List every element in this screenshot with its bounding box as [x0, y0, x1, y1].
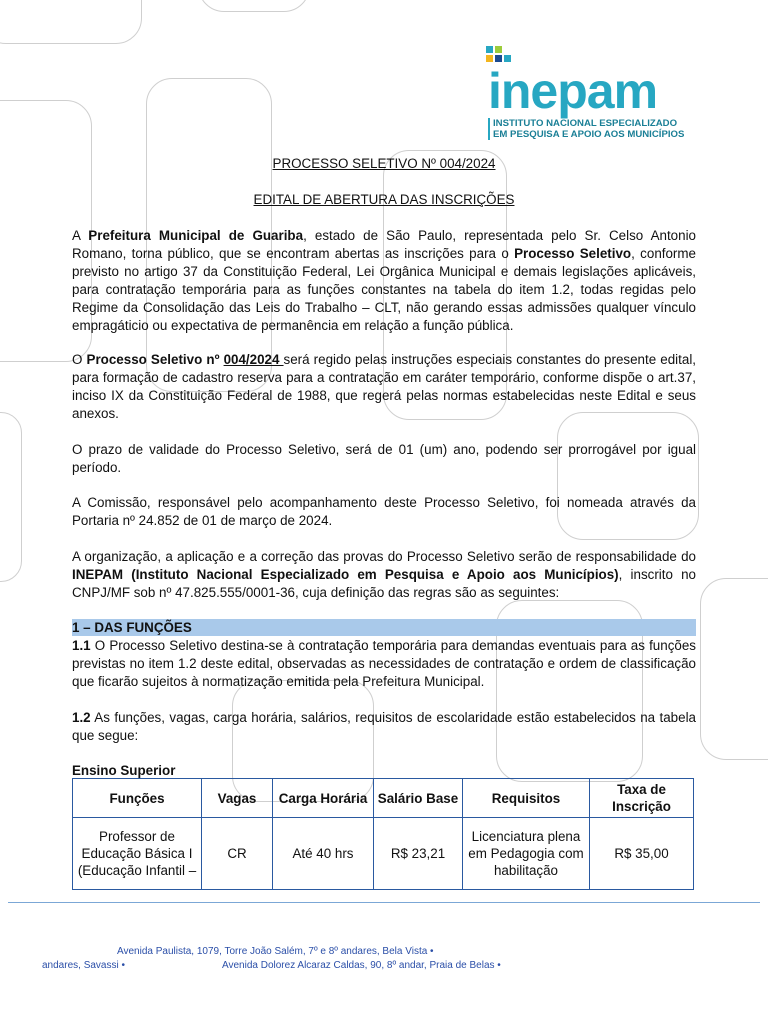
logo-subtitle-line1: INSTITUTO NACIONAL ESPECIALIZADO [493, 118, 678, 129]
cell-taxa: R$ 35,00 [590, 818, 694, 890]
header-salario-base: Salário Base [374, 779, 463, 818]
table-caption: Ensino Superior [72, 763, 176, 778]
header-funcoes: Funções [73, 779, 202, 818]
paragraph-regiment: O Processo Seletivo nº 004/2024 será regido pelas instruções especiais constantes do presente edital, para formação de cadastro reserva para a contratação em caráter temporário, conforme dispõe o art.37, inciso IX da Constituição Federal de 1988, que regerá pelas normas estabelecidas neste Edital e seus anexos. [72, 352, 697, 421]
decorative-frame [198, 0, 310, 12]
table-header-row [73, 779, 694, 818]
cell-funcao: Professor de Educação Básica I (Educação Infantil – [73, 818, 202, 890]
footer-address-1: Avenida Paulista, 1079, Torre João Salém, 7º e 8º andares, Bela Vista • [117, 946, 434, 957]
cell-requisitos: Licenciatura plena em Pedagogia com habilitação [463, 818, 590, 890]
decorative-frame [700, 578, 768, 760]
header-taxa-inscricao: Taxa de Inscrição [590, 779, 694, 818]
footer-address-3: Avenida Dolorez Alcaraz Caldas, 90, 8º andar, Praia de Belas • [222, 960, 501, 971]
inepam-logo [484, 44, 684, 144]
header-vagas: Vagas [202, 779, 273, 818]
cell-carga: Até 40 hrs [273, 818, 374, 890]
document-title: PROCESSO SELETIVO Nº 004/2024 [272, 156, 496, 171]
paragraph-validity: O prazo de validade do Processo Seletivo, será de 01 (um) ano, podendo ser prorrogável por igual período. [72, 442, 696, 475]
footer-address-2: andares, Savassi • [42, 960, 125, 971]
paragraph-1-1: 1.1 O Processo Seletivo destina-se à contratação temporária para demandas eventuais para as funções previstas no item 1.2 deste edital, observadas as necessidades de contratação e ordem de classificação que ficarão sujeitos à normatização emitida pela Prefeitura Municipal. [72, 638, 696, 689]
paragraph-commission: A Comissão, responsável pelo acompanhamento deste Processo Seletivo, foi nomeada através da Portaria nº 24.852 de 01 de março de 2024. [72, 495, 696, 528]
logo-wordmark: inepam [488, 63, 658, 119]
paragraph-intro: A Prefeitura Municipal de Guariba, estado de São Paulo, representada pelo Sr. Celso Antonio Romano, torna público, que se encontram abertas as inscrições para o Processo Seletivo, conforme previsto no artigo 37 da Constituição Federal, Lei Orgânica Municipal e demais legislações aplicáveis, para contratação temporária para as funções constantes na tabela do item 1.2, todas regidas pelo Regime da Consolidação das Leis do Trabalho – CLT, não gerando essas admissões qualquer vínculo empragáticio ou expectativa de permanência em relação a função pública. [72, 228, 697, 333]
footer-divider [8, 902, 760, 903]
decorative-frame [0, 0, 142, 44]
cell-vagas: CR [202, 818, 273, 890]
paragraph-1-2: 1.2 As funções, vagas, carga horária, salários, requisitos de escolaridade estão estabelecidos na tabela que segue: [72, 710, 696, 743]
decorative-frame [0, 412, 22, 582]
paragraph-organization: A organização, a aplicação e a correção das provas do Processo Seletivo serão de responsabilidade do INEPAM (Instituto Nacional Especializado em Pesquisa e Apoio aos Municípios), inscrito no CNPJ/MF sob nº 47.825.555/0001-36, cuja definição das regras são as seguintes: [72, 549, 696, 600]
section-heading-functions: 1 – DAS FUNÇÕES [72, 619, 696, 636]
document-subtitle: EDITAL DE ABERTURA DAS INSCRIÇÕES [253, 192, 515, 207]
header-requisitos: Requisitos [463, 779, 590, 818]
table-row [73, 818, 694, 890]
logo-subtitle-line2: EM PESQUISA E APOIO AOS MUNICÍPIOS [493, 129, 685, 140]
functions-table [72, 778, 694, 890]
logo-subtitle [488, 118, 684, 140]
header-carga-horaria: Carga Horária [273, 779, 374, 818]
cell-salario: R$ 23,21 [374, 818, 463, 890]
